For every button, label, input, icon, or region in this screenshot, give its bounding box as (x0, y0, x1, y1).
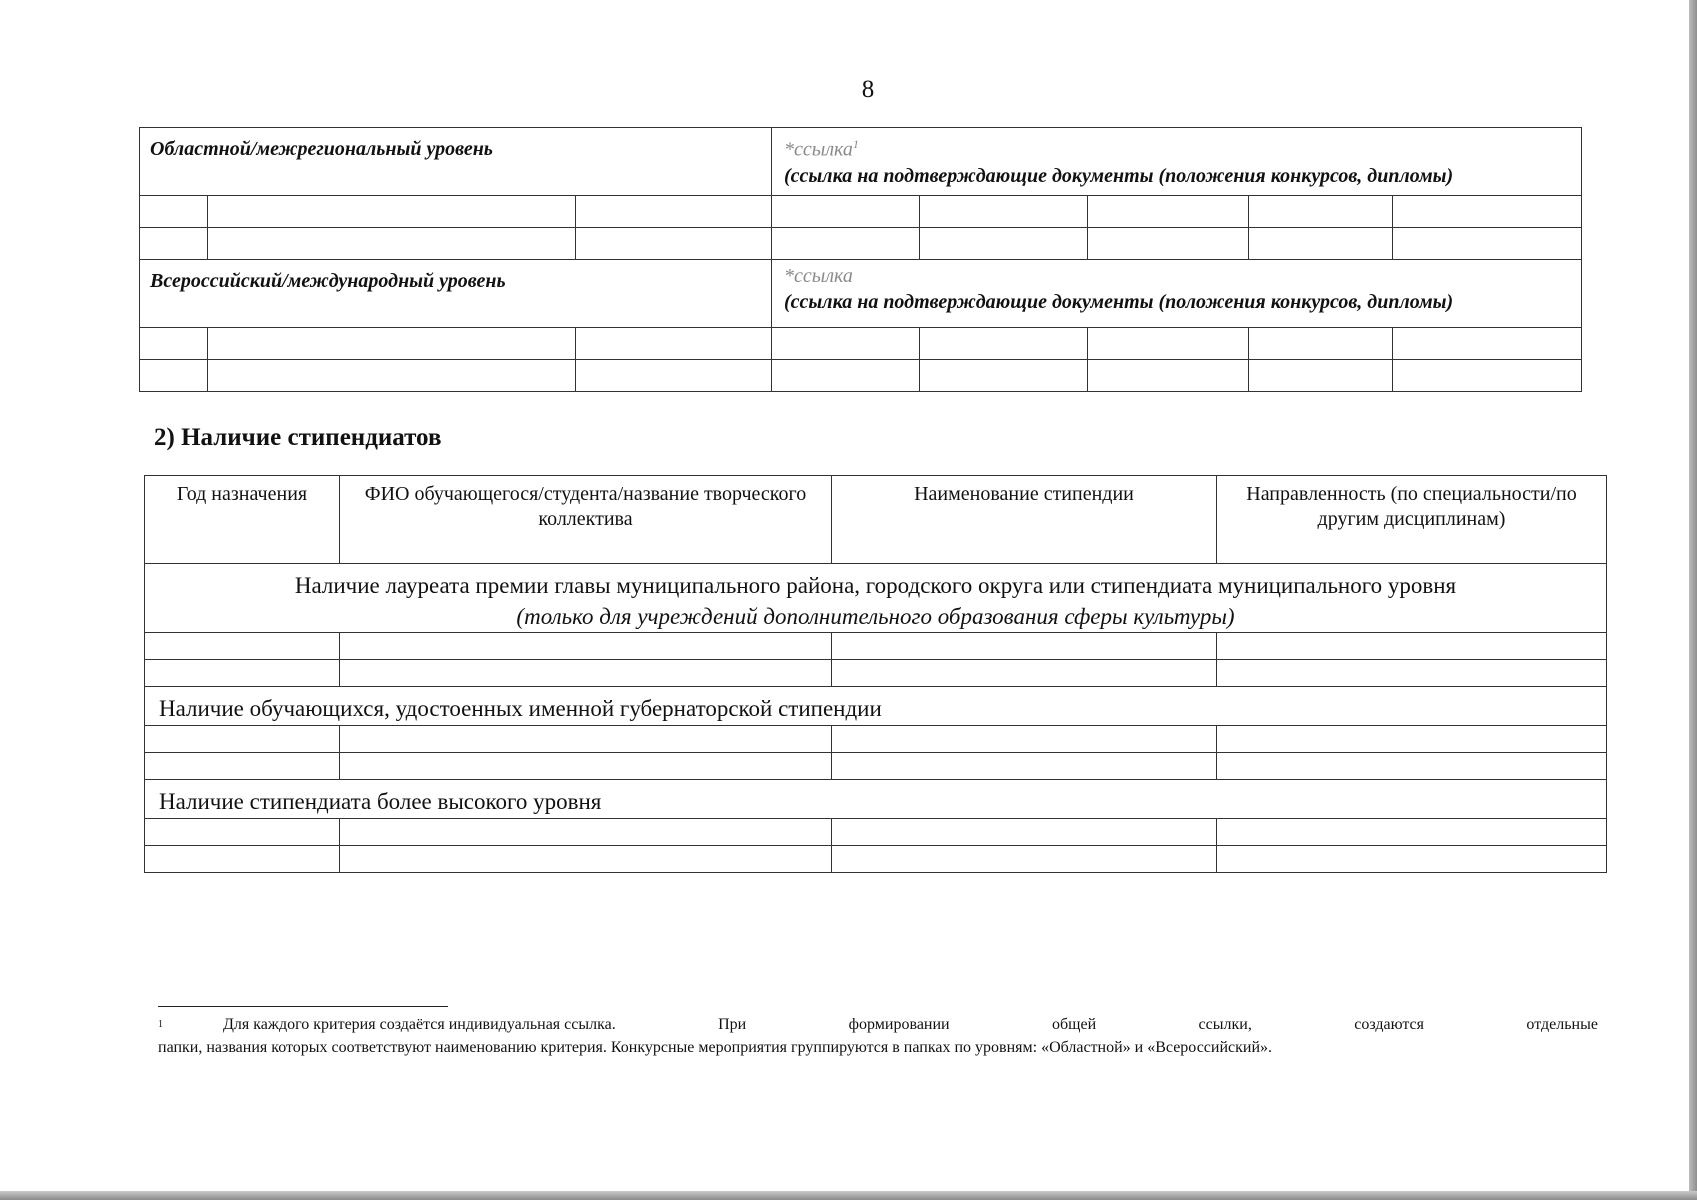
empty-row (145, 633, 1607, 660)
empty-cell[interactable] (1217, 726, 1607, 753)
empty-cell[interactable] (340, 819, 832, 846)
empty-cell[interactable] (208, 360, 576, 392)
footnote-word: отдельные (1526, 1016, 1598, 1033)
empty-cell[interactable] (920, 328, 1088, 360)
empty-cell[interactable] (772, 196, 920, 228)
empty-cell[interactable] (340, 633, 832, 660)
footnote (158, 1013, 1598, 1059)
empty-cell[interactable] (832, 819, 1217, 846)
page-number: 8 (861, 76, 875, 103)
empty-cell[interactable] (1088, 360, 1249, 392)
empty-cell[interactable] (1217, 753, 1607, 780)
column-header: Направленность (по специальности/по другим дисциплинам) (1217, 476, 1607, 564)
empty-cell[interactable] (832, 660, 1217, 687)
footnote-text-start: $^1$ Для каждого критерия создаётся индивидуальная ссылка. (158, 1016, 616, 1033)
footnote-mark: 1 (158, 1019, 163, 1030)
empty-cell[interactable] (772, 328, 920, 360)
empty-cell[interactable] (145, 819, 340, 846)
empty-cell[interactable] (1217, 819, 1607, 846)
empty-cell[interactable] (1249, 228, 1393, 260)
empty-row (145, 846, 1607, 873)
level-row-national (140, 260, 1582, 328)
empty-cell[interactable] (1088, 196, 1249, 228)
reference-description: (ссылка на подтверждающие документы (положения конкурсов, дипломы) (784, 291, 1454, 313)
empty-cell[interactable] (920, 360, 1088, 392)
empty-cell[interactable] (832, 753, 1217, 780)
empty-row (140, 328, 1582, 360)
empty-cell[interactable] (1088, 328, 1249, 360)
empty-cell[interactable] (145, 846, 340, 873)
group-row (145, 780, 1607, 819)
empty-cell[interactable] (1217, 846, 1607, 873)
empty-row (140, 196, 1582, 228)
section-heading: 2) Наличие стипендиатов (154, 424, 442, 451)
empty-row (140, 228, 1582, 260)
empty-cell[interactable] (340, 726, 832, 753)
empty-cell[interactable] (576, 360, 772, 392)
level-label: Всероссийский/международный уровень (140, 260, 772, 328)
reference-link[interactable]: *ссылка$^1$ (784, 137, 859, 161)
empty-row (145, 660, 1607, 687)
empty-row (145, 726, 1607, 753)
group-title: Наличие лауреата премии главы муниципального района, городского округа или стипендиата муниципального уровня (294, 573, 1457, 598)
empty-cell[interactable] (145, 753, 340, 780)
footnote-word: общей (1052, 1016, 1097, 1033)
group-title: Наличие обучающихся, удостоенных именной губернаторской стипендии (145, 687, 1607, 726)
footnote-ref: 1 (852, 137, 859, 151)
column-header: Наименование стипендии (832, 476, 1217, 564)
empty-cell[interactable] (1393, 328, 1582, 360)
empty-cell[interactable] (576, 196, 772, 228)
empty-cell[interactable] (832, 726, 1217, 753)
empty-cell[interactable] (1393, 360, 1582, 392)
empty-cell[interactable] (1249, 328, 1393, 360)
reference-cell (772, 260, 1582, 328)
empty-cell[interactable] (208, 196, 576, 228)
reference-link[interactable]: *ссылка (784, 265, 853, 287)
empty-cell[interactable] (208, 328, 576, 360)
empty-cell[interactable] (1249, 360, 1393, 392)
empty-cell[interactable] (576, 228, 772, 260)
empty-cell[interactable] (145, 726, 340, 753)
empty-cell[interactable] (1217, 660, 1607, 687)
empty-cell[interactable] (340, 753, 832, 780)
column-header: Год назначения (145, 476, 340, 564)
empty-cell[interactable] (140, 328, 208, 360)
empty-cell[interactable] (576, 328, 772, 360)
footnote-word: создаются (1354, 1016, 1424, 1033)
empty-cell[interactable] (1393, 228, 1582, 260)
empty-cell[interactable] (772, 360, 920, 392)
footnote-word: ссылки, (1198, 1016, 1252, 1033)
empty-row (145, 753, 1607, 780)
footnote-word: При (718, 1016, 747, 1033)
empty-cell[interactable] (1088, 228, 1249, 260)
empty-cell[interactable] (340, 660, 832, 687)
empty-cell[interactable] (140, 360, 208, 392)
level-row-regional (140, 128, 1582, 196)
group-title-cell (145, 564, 1607, 633)
empty-cell[interactable] (208, 228, 576, 260)
competition-levels-table (139, 127, 1582, 392)
empty-cell[interactable] (340, 846, 832, 873)
scan-edge-right (1689, 0, 1697, 1200)
empty-cell[interactable] (145, 660, 340, 687)
empty-cell[interactable] (140, 228, 208, 260)
empty-cell[interactable] (772, 228, 920, 260)
empty-row (145, 819, 1607, 846)
empty-cell[interactable] (1217, 633, 1607, 660)
group-row (145, 687, 1607, 726)
footnote-line-1 (158, 1013, 1598, 1036)
empty-cell[interactable] (920, 196, 1088, 228)
group-subtitle: (только для учреждений дополнительного образования сферы культуры) (516, 604, 1235, 629)
empty-cell[interactable] (832, 633, 1217, 660)
footnote-line-2: папки, названия которых соответствуют наименованию критерия. Конкурсные мероприятия группируются в папках по уровням: «Областной» и «Всероссийский». (158, 1039, 1273, 1056)
footnote-rule (158, 1006, 448, 1007)
footnote-word: формировании (848, 1016, 950, 1033)
group-row (145, 564, 1607, 633)
empty-cell[interactable] (140, 196, 208, 228)
column-header: ФИО обучающегося/студента/название творческого коллектива (340, 476, 832, 564)
empty-cell[interactable] (1249, 196, 1393, 228)
level-label: Областной/межрегиональный уровень (140, 128, 772, 196)
empty-cell[interactable] (1393, 196, 1582, 228)
empty-cell[interactable] (832, 846, 1217, 873)
reference-cell (772, 128, 1582, 196)
reference-description: (ссылка на подтверждающие документы (положения конкурсов, дипломы) (784, 164, 1454, 187)
group-title: Наличие стипендиата более высокого уровня (145, 780, 1607, 819)
scholarship-table (144, 475, 1607, 873)
empty-cell[interactable] (145, 633, 340, 660)
empty-cell[interactable] (920, 228, 1088, 260)
empty-row (140, 360, 1582, 392)
scan-edge-bottom (0, 1191, 1697, 1200)
table-header-row (145, 476, 1607, 564)
